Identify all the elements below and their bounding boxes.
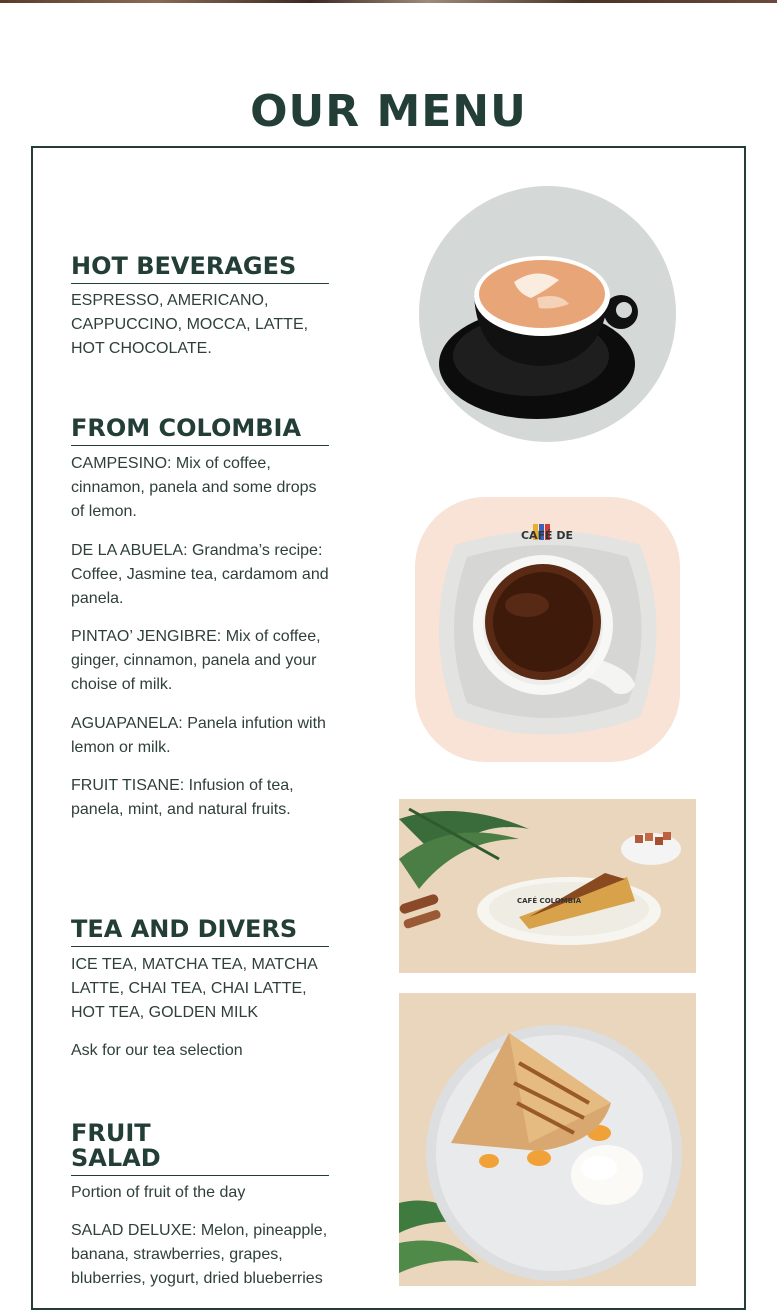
fruit-salad-title-line1: FRUIT bbox=[71, 1119, 151, 1147]
menu-item-de-la-abuela: DE LA ABUELA: Grandma’s recipe: Coffee, Jasmine tea, cardamom and panela. bbox=[71, 542, 329, 607]
section-title-fruit-salad bbox=[71, 1121, 329, 1176]
plate-brand-text: CAFÉ COLOMBIA bbox=[517, 897, 582, 905]
black-coffee-image bbox=[415, 497, 680, 762]
section-title-hot-beverages: HOT BEVERAGES bbox=[71, 254, 329, 284]
section-title-tea-and-divers: TEA AND DIVERS bbox=[71, 917, 329, 947]
cup-brand-text: CAFÉ DE bbox=[520, 529, 574, 542]
hot-beverages-list: ESPRESSO, AMERICANO, CAPPUCCINO, MOCCA, LATTE, HOT CHOCOLATE. bbox=[71, 292, 309, 357]
crepe-image bbox=[399, 993, 696, 1286]
cake-image bbox=[399, 799, 696, 973]
tea-selection-note: Ask for our tea selection bbox=[71, 1042, 243, 1059]
fruit-of-the-day: Portion of fruit of the day bbox=[71, 1184, 246, 1201]
tea-list: ICE TEA, MATCHA TEA, MATCHA LATTE, CHAI TEA, CHAI LATTE, HOT TEA, GOLDEN MILK bbox=[71, 956, 317, 1021]
hero-image-bottom-edge bbox=[0, 0, 777, 3]
menu-item-fruit-tisane: FRUIT TISANE: Infusion of tea, panela, mint, and natural fruits. bbox=[71, 777, 294, 818]
menu-item-salad-deluxe: SALAD DELUXE: Melon, pineapple, banana, strawberries, grapes, bluberries, yogurt, dried blueberries bbox=[71, 1222, 328, 1287]
section-title-from-colombia: FROM COLOMBIA bbox=[71, 416, 329, 446]
menu-item-pintao-jengibre: PINTAO’ JENGIBRE: Mix of coffee, ginger, cinnamon, panela and your choise of milk. bbox=[71, 628, 321, 693]
page-title: OUR MENU bbox=[250, 86, 527, 137]
menu-item-aguapanela: AGUAPANELA: Panela infution with lemon or milk. bbox=[71, 715, 326, 756]
menu-item-campesino: CAMPESINO: Mix of coffee, cinnamon, panela and some drops of lemon. bbox=[71, 455, 317, 520]
fruit-salad-title-line2: SALAD bbox=[71, 1144, 161, 1172]
cappuccino-image bbox=[419, 186, 676, 442]
